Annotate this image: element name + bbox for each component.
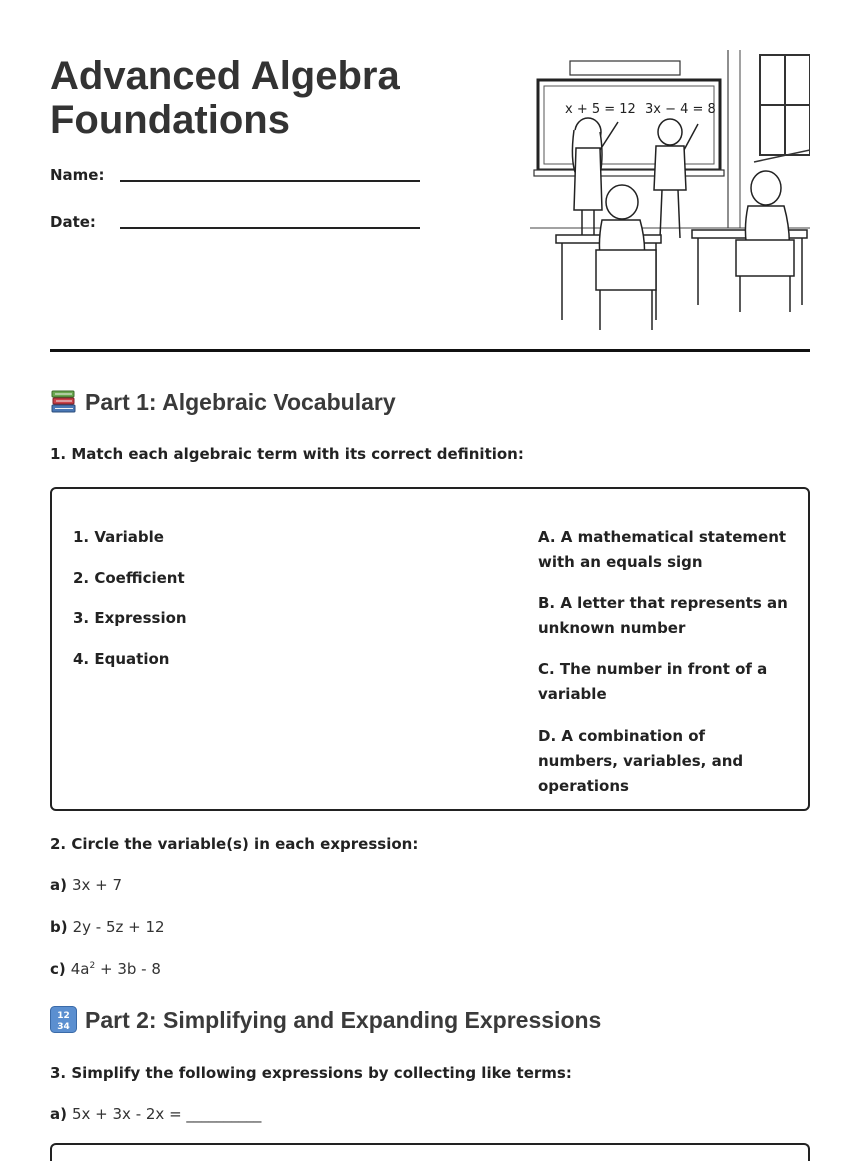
part1-heading [50, 388, 396, 420]
item-expression: 3x + 7 [71, 876, 123, 894]
name-field[interactable] [50, 166, 420, 196]
item-expression: 2y - 5z + 12 [72, 918, 165, 936]
definition-item: B. A letter that represents an unknown number [538, 594, 788, 637]
definition-item: A. A mathematical statement with an equals sign [538, 528, 787, 571]
expression-item [50, 918, 165, 936]
name-label: Name: [50, 166, 105, 184]
svg-text:12: 12 [57, 1011, 70, 1021]
name-line[interactable] [120, 180, 420, 182]
expression-item [50, 876, 122, 894]
date-line[interactable] [120, 227, 420, 229]
item-letter: a) [50, 876, 67, 894]
item-letter: a) [50, 1105, 67, 1123]
term-item: 2. Coefficient [73, 569, 185, 587]
definition-item: D. A combination of numbers, variables, and operations [538, 727, 744, 795]
question-3: 3. Simplify the following expressions by collecting like terms: [50, 1064, 572, 1082]
title-line-2: Foundations [50, 98, 290, 142]
expression-item [50, 1105, 261, 1123]
question-1: 1. Match each algebraic term with its correct definition: [50, 445, 524, 463]
answer-work-box[interactable] [50, 1143, 810, 1161]
worksheet-header [50, 50, 810, 330]
board-equation-left: x + 5 = 12 [565, 102, 636, 117]
date-label: Date: [50, 213, 96, 231]
worksheet-title [50, 54, 470, 142]
header-divider [50, 349, 810, 352]
part1-heading-text: Part 1: Algebraic Vocabulary [85, 389, 396, 415]
date-field[interactable] [50, 213, 420, 243]
expression-item [50, 960, 161, 978]
part2-heading [50, 1006, 601, 1038]
term-item: 4. Equation [73, 650, 170, 668]
svg-text:34: 34 [57, 1022, 70, 1032]
item-expression: $4a^2 + 3b - 8$ [70, 960, 161, 978]
classroom-illustration [530, 50, 810, 330]
item-letter: b) [50, 918, 68, 936]
question-2: 2. Circle the variable(s) in each expression: [50, 835, 419, 853]
title-line-1: Advanced Algebra [50, 54, 400, 98]
definition-item: C. The number in front of a variable [538, 660, 768, 703]
term-item: 3. Expression [73, 609, 187, 627]
board-equation-right: 3x − 4 = 8 [645, 102, 716, 117]
item-expression: 5x + 3x - 2x = __________ [71, 1105, 262, 1123]
matching-box [50, 487, 810, 811]
numbers-1234-icon [50, 1006, 77, 1033]
part2-heading-text: Part 2: Simplifying and Expanding Expressions [85, 1007, 602, 1033]
term-item: 1. Variable [73, 528, 164, 546]
books-icon [50, 388, 77, 415]
item-letter: c) [50, 960, 66, 978]
